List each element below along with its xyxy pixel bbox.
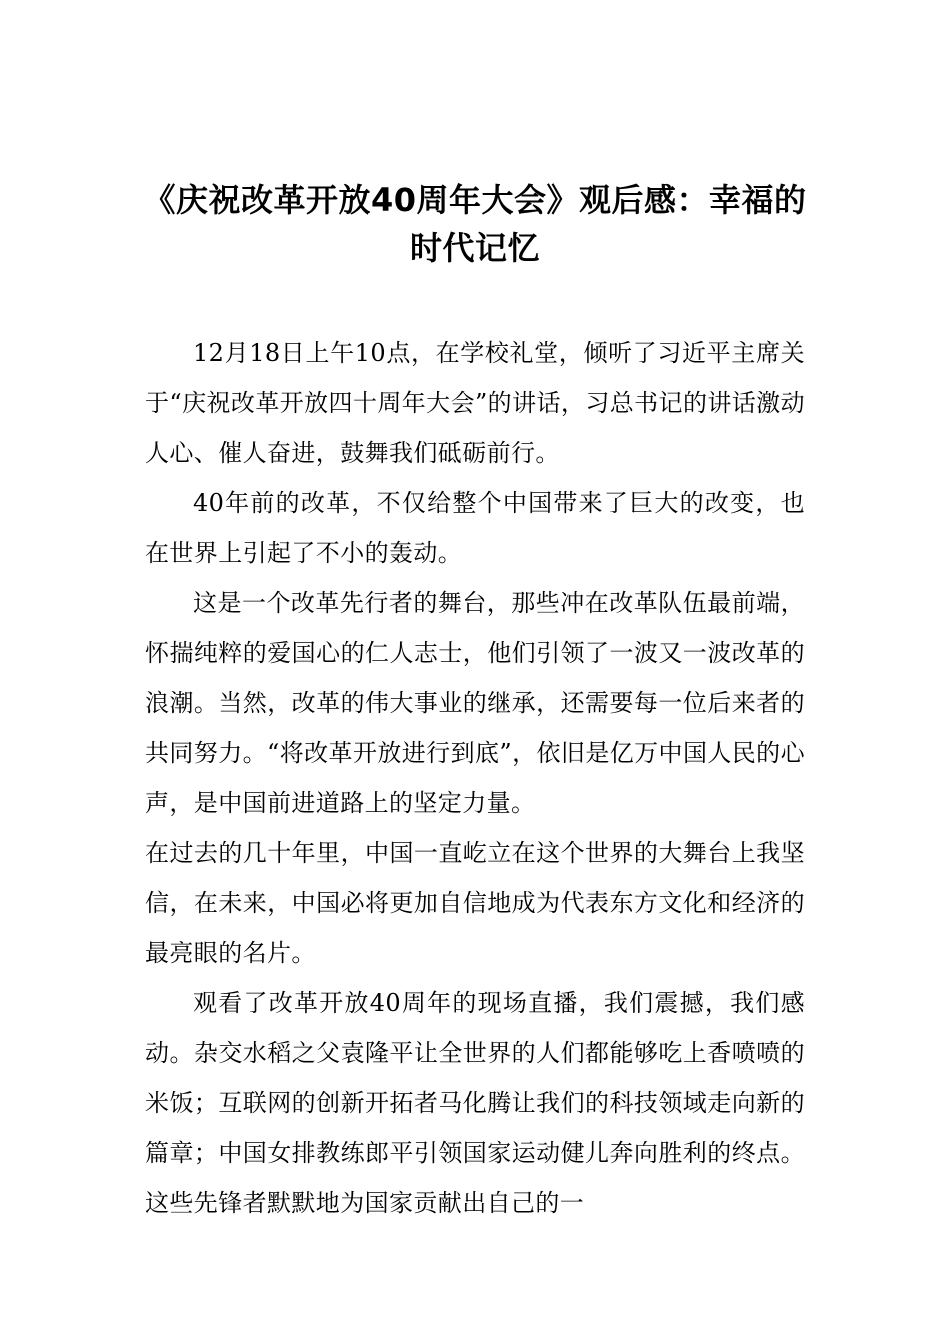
paragraph-1: 12月18日上午10点，在学校礼堂，倾听了习近平主席关于“庆祝改革开放四十周年大会”的讲话，习总书记的讲话激动人心、催人奋进，鼓舞我们砥砺前行。 bbox=[145, 339, 805, 467]
paragraph-2: 40年前的改革，不仅给整个中国带来了巨大的改变，也在世界上引起了不小的轰动。 bbox=[145, 489, 805, 567]
document-title: 《庆祝改革开放40周年大会》观后感：幸福的时代记忆 bbox=[143, 181, 807, 267]
paragraph-3: 这是一个改革先行者的舞台，那些冲在改革队伍最前端，怀揣纯粹的爱国心的仁人志士，他们引领了一波又一波改革的浪潮。当然，改革的伟大事业的继承，还需要每一位后来者的共同努力。“将改革开放进行到底”，依旧是亿万中国人民的心声，是中国前进道路上的坚定力量。 bbox=[145, 589, 805, 817]
document-body bbox=[145, 328, 805, 1228]
paragraph-4: 在过去的几十年里，中国一直屹立在这个世界的大舞台上我坚信，在未来，中国必将更加自信地成为代表东方文化和经济的最亮眼的名片。 bbox=[145, 839, 805, 967]
paragraph-5: 观看了改革开放40周年的现场直播，我们震撼，我们感动。杂交水稻之父袁隆平让全世界的人们都能够吃上香喷喷的米饭；互联网的创新开拓者马化腾让我们的科技领域走向新的篇章；中国女排教练郎平引领国家运动健儿奔向胜利的终点。这些先锋者默默地为国家贡献出自己的一 bbox=[145, 989, 805, 1217]
